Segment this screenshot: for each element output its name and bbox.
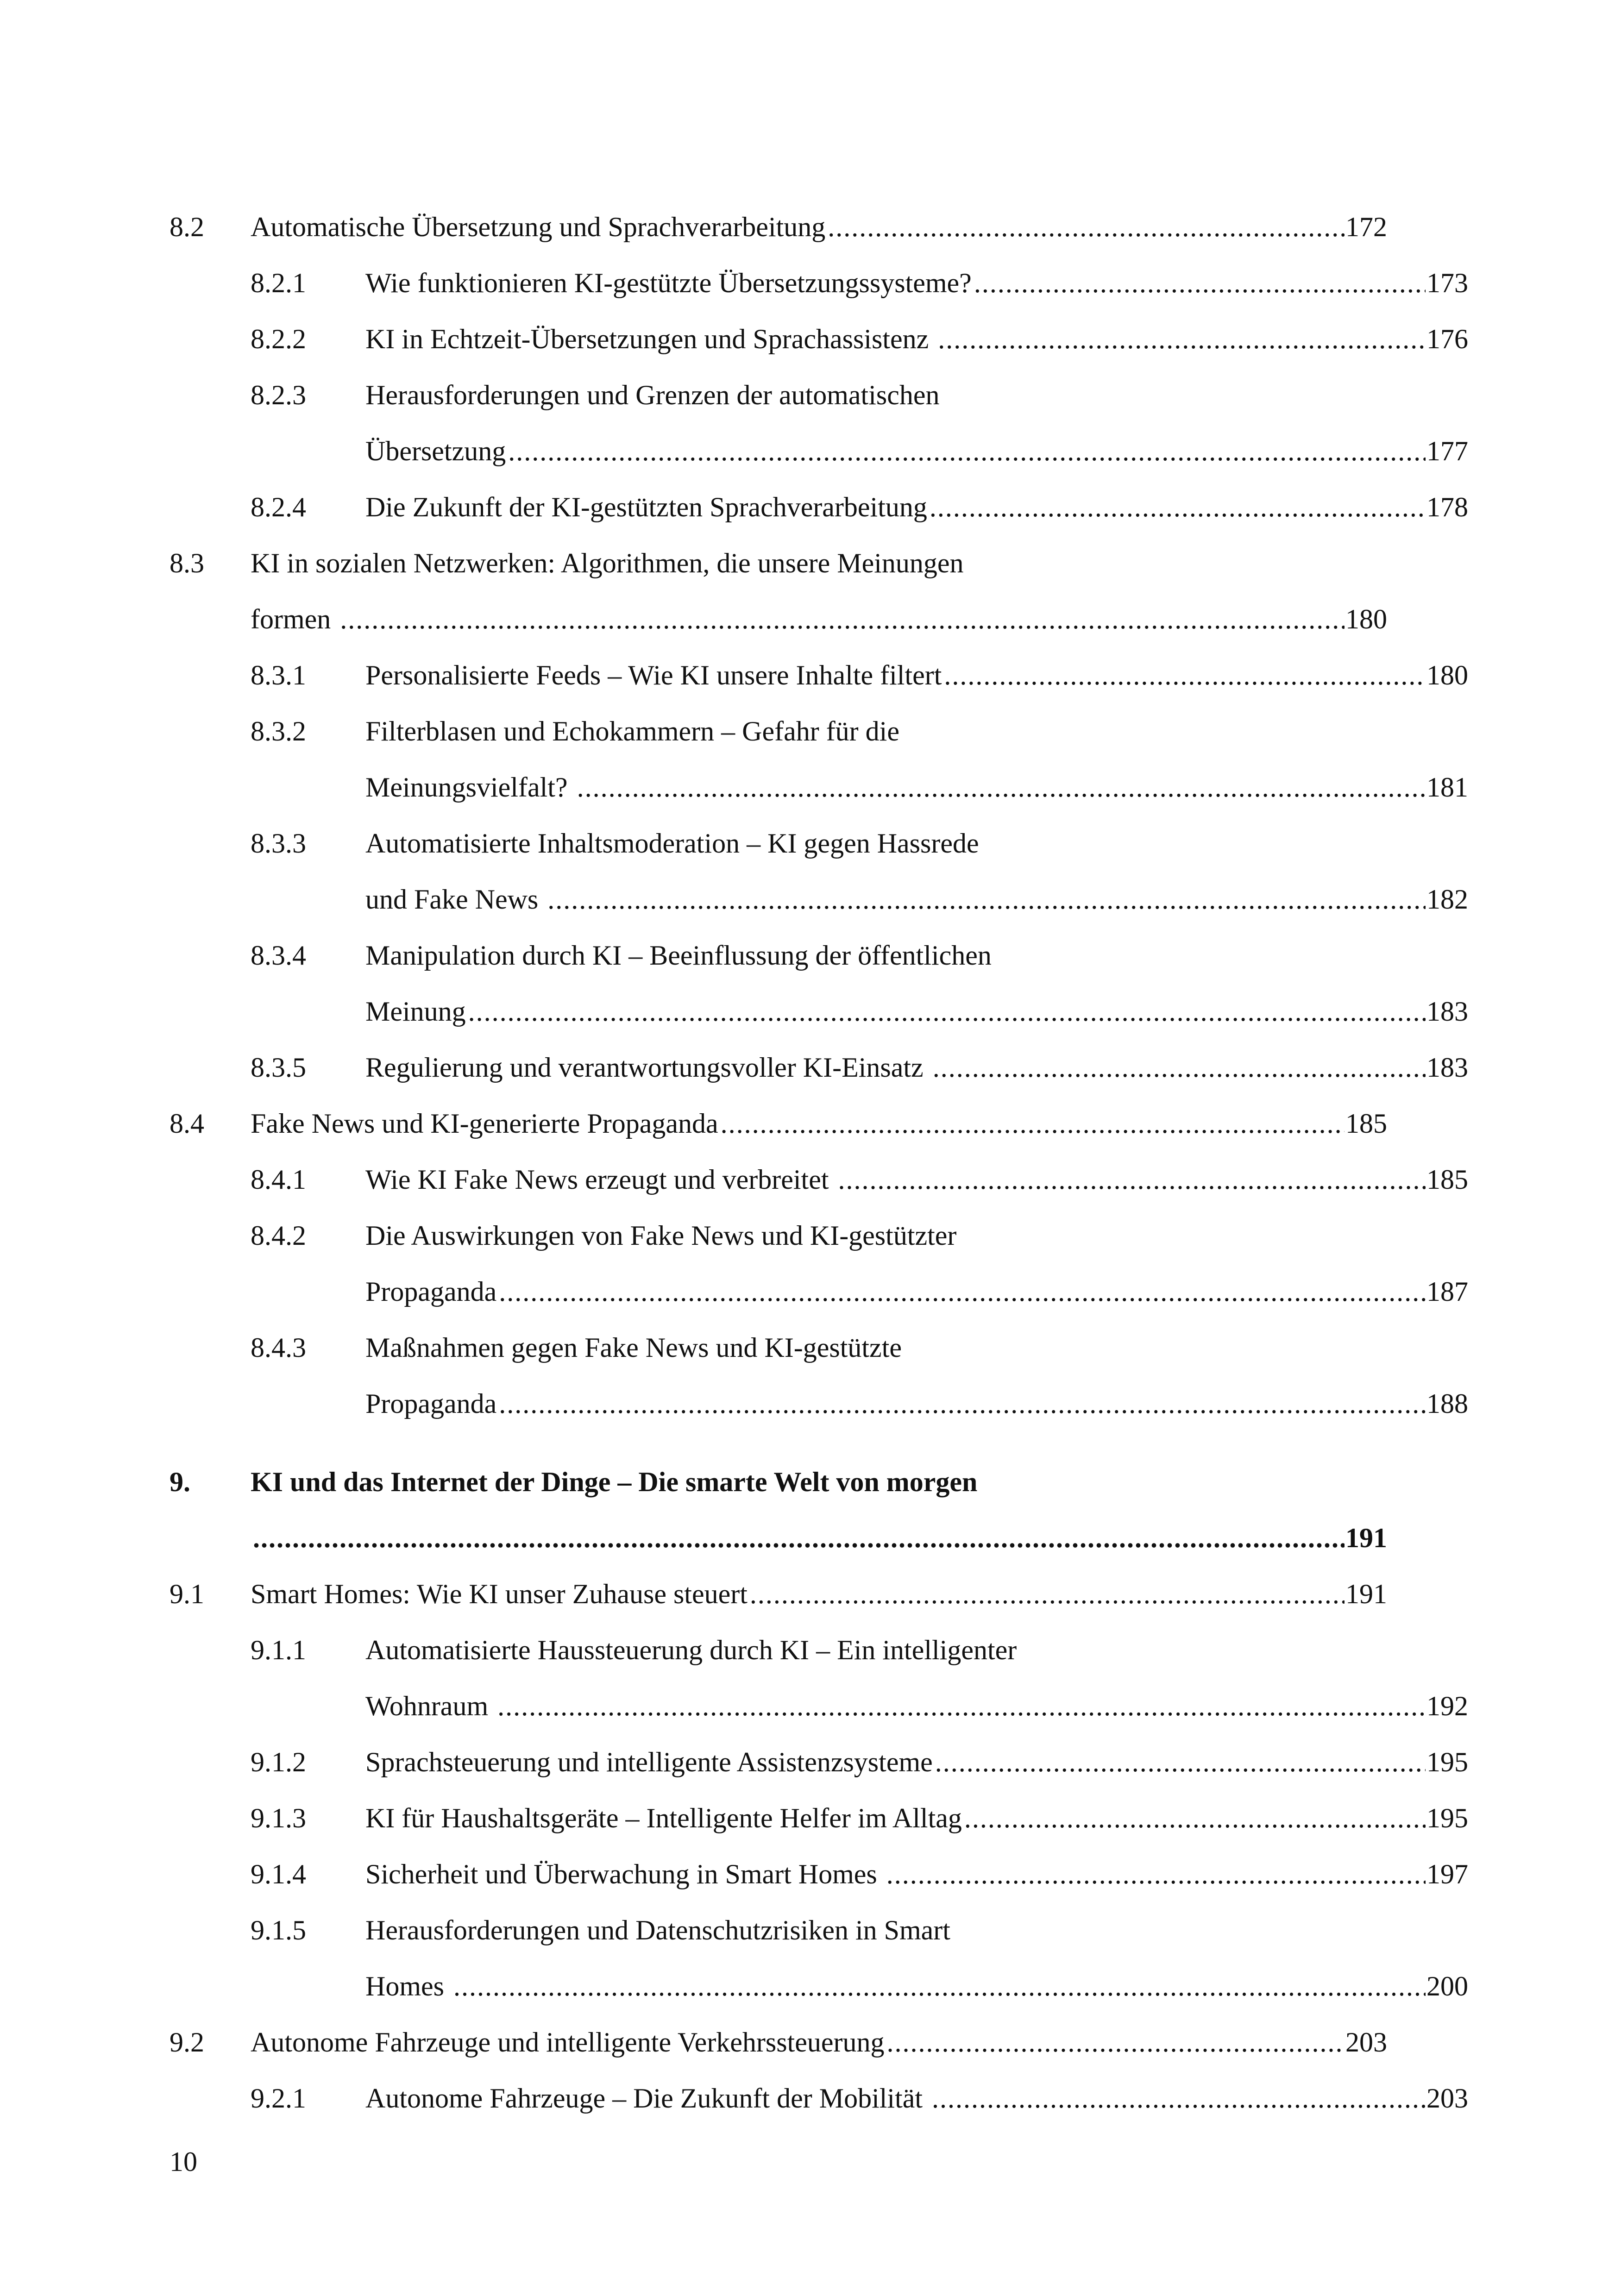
toc-row [251, 367, 1468, 423]
toc-entry-number: 8.4.3 [251, 1332, 306, 1363]
toc-row [251, 984, 1468, 1040]
dot-leader [930, 479, 1426, 535]
toc-entry-number: 9. [170, 1467, 190, 1497]
toc-row [251, 1846, 1468, 1902]
toc-entry-title: Sicherheit und Überwachung in Smart Homes [365, 1859, 884, 1889]
toc-entry-number: 8.2.1 [251, 268, 306, 298]
toc-entry-number: 8.2.3 [251, 380, 306, 410]
toc-row [170, 591, 1387, 647]
toc-entry-page: 191 [1345, 1523, 1387, 1553]
toc-entry-page: 203 [1426, 2083, 1468, 2114]
toc-row [251, 1902, 1468, 1958]
toc-entry-title: Sprachsteuerung und intelligente Assistenzsysteme [365, 1747, 933, 1777]
toc-row [251, 759, 1468, 816]
toc-entry-number: 8.2.2 [251, 324, 306, 354]
toc-entry-number: 9.1.3 [251, 1803, 306, 1833]
toc-entry-page: 183 [1426, 1052, 1468, 1083]
toc-entry-number: 9.2.1 [251, 2083, 306, 2114]
toc-entry-page: 203 [1345, 2027, 1387, 2058]
dot-leader [935, 1734, 1426, 1790]
toc-entry-title: Filterblasen und Echokammern – Gefahr für die [365, 716, 899, 747]
dot-leader [974, 255, 1426, 311]
toc-row [251, 1678, 1468, 1734]
toc-row [170, 1566, 1387, 1622]
toc-entry-title: KI für Haushaltsgeräte – Intelligente Helfer im Alltag [365, 1803, 962, 1833]
toc-entry-page: 195 [1426, 1803, 1468, 1833]
toc-chapter-entry [170, 1454, 1387, 1566]
toc-entry-title: Meinungsvielfalt? [365, 772, 575, 803]
toc-entry [170, 1902, 1468, 2014]
dot-leader [499, 1376, 1426, 1432]
dot-leader [508, 423, 1426, 479]
toc-entry-page: 182 [1426, 884, 1468, 915]
toc-entry [170, 928, 1468, 1040]
toc-entry [170, 2014, 1387, 2070]
toc-entry-title: Automatische Übersetzung und Sprachverarbeitung [251, 212, 826, 242]
toc-entry [170, 535, 1387, 647]
toc-entry-title: Automatisierte Haussteuerung durch KI – Ein intelligenter [365, 1635, 1017, 1665]
toc-entry-title: Die Zukunft der KI-gestützten Sprachverarbeitung [365, 492, 927, 522]
dot-leader [933, 1040, 1426, 1096]
toc-entry [170, 1320, 1468, 1432]
toc-entry-number: 8.4.2 [251, 1220, 306, 1251]
toc-entry [170, 1846, 1468, 1902]
toc-entry [170, 703, 1468, 816]
toc-entry-title: Propaganda [365, 1388, 497, 1419]
toc-entry-number: 9.2 [170, 2027, 204, 2058]
dot-leader [938, 311, 1426, 367]
toc-entry-title: Wohnraum [365, 1691, 496, 1721]
toc-entry [170, 1622, 1468, 1734]
toc-entry-title: Smart Homes: Wie KI unser Zuhause steuert [251, 1579, 748, 1609]
dot-leader [838, 1152, 1426, 1208]
toc-row [251, 872, 1468, 928]
toc-row [251, 1208, 1468, 1264]
toc-entry [170, 1152, 1468, 1208]
toc-entry-page: 191 [1345, 1579, 1387, 1609]
toc-entry-title: Herausforderungen und Datenschutzrisiken in Smart [365, 1915, 950, 1945]
toc-entry-page: 173 [1426, 268, 1468, 298]
toc-entry-page: 180 [1426, 660, 1468, 690]
page-footer [170, 2134, 197, 2190]
dot-leader [828, 199, 1345, 255]
toc-row [170, 2014, 1387, 2070]
toc-entry [170, 311, 1468, 367]
toc-row [170, 1510, 1387, 1566]
dot-leader [887, 2014, 1345, 2070]
toc-entry-number: 9.1.2 [251, 1747, 306, 1777]
toc-entry-page: 185 [1345, 1108, 1387, 1139]
toc-entry [170, 647, 1468, 703]
toc-entry-number: 8.3.1 [251, 660, 306, 690]
toc-row [251, 1264, 1468, 1320]
toc-entry-title: Regulierung und verantwortungsvoller KI-Einsatz [365, 1052, 930, 1083]
toc-entry-number: 8.3.5 [251, 1052, 306, 1083]
toc-entry-title: Wie KI Fake News erzeugt und verbreitet [365, 1164, 836, 1195]
toc-entry-title: Propaganda [365, 1276, 497, 1307]
dot-leader [468, 984, 1426, 1040]
toc-entry-number: 8.2.4 [251, 492, 306, 522]
table-of-contents [170, 199, 1468, 2127]
toc-entry-page: 183 [1426, 996, 1468, 1027]
toc-entry-number: 9.1.5 [251, 1915, 306, 1945]
toc-entry-number: 9.1.1 [251, 1635, 306, 1665]
toc-entry-page: 195 [1426, 1747, 1468, 1777]
toc-entry-title: und Fake News [365, 884, 546, 915]
dot-leader [886, 1846, 1426, 1902]
toc-entry-number: 8.3.2 [251, 716, 306, 747]
dot-leader [577, 759, 1426, 816]
toc-row [251, 816, 1468, 872]
toc-row [251, 1152, 1468, 1208]
toc-entry-title: Fake News und KI-generierte Propaganda [251, 1108, 718, 1139]
toc-row [170, 1096, 1387, 1152]
dot-leader [340, 591, 1345, 647]
toc-entry-number: 8.3.4 [251, 940, 306, 971]
toc-entry-number: 8.3 [170, 548, 204, 578]
toc-entry-title: Autonome Fahrzeuge und intelligente Verkehrssteuerung [251, 2027, 885, 2058]
toc-row [251, 928, 1468, 984]
toc-row [251, 1958, 1468, 2014]
dot-leader [721, 1096, 1345, 1152]
toc-entry [170, 479, 1468, 535]
toc-entry-page: 197 [1426, 1859, 1468, 1889]
toc-entry-title: Maßnahmen gegen Fake News und KI-gestützte [365, 1332, 902, 1363]
toc-entry-number: 9.1.4 [251, 1859, 306, 1889]
toc-entry-title: Meinung [365, 996, 466, 1027]
toc-row [251, 423, 1468, 479]
toc-entry-page: 192 [1426, 1691, 1468, 1721]
toc-row [251, 1320, 1468, 1376]
toc-row [251, 479, 1468, 535]
toc-entry-page: 178 [1426, 492, 1468, 522]
toc-entry [170, 1566, 1387, 1622]
toc-entry-number: 8.3.3 [251, 828, 306, 859]
toc-entry-number: 8.2 [170, 212, 204, 242]
toc-row [251, 1376, 1468, 1432]
toc-entry-title: Autonome Fahrzeuge – Die Zukunft der Mobilität [365, 2083, 930, 2114]
toc-entry-title: Automatisierte Inhaltsmoderation – KI gegen Hassrede [365, 828, 979, 859]
toc-entry-number: 8.4.1 [251, 1164, 306, 1195]
toc-entry [170, 1096, 1387, 1152]
toc-row [251, 2070, 1468, 2127]
toc-entry-page: 177 [1426, 436, 1468, 466]
toc-entry-title: Wie funktionieren KI-gestützte Übersetzungssysteme? [365, 268, 972, 298]
toc-row [251, 255, 1468, 311]
toc-entry-page: 180 [1345, 604, 1387, 634]
toc-entry [170, 1040, 1468, 1096]
toc-entry-title: Personalisierte Feeds – Wie KI unsere Inhalte filtert [365, 660, 942, 690]
toc-entry-page: 185 [1426, 1164, 1468, 1195]
dot-leader [932, 2070, 1426, 2127]
toc-row [170, 1454, 1387, 1510]
toc-entry-title: Herausforderungen und Grenzen der automatischen [365, 380, 940, 410]
toc-row [251, 1734, 1468, 1790]
toc-entry-title: KI in Echtzeit-Übersetzungen und Sprachassistenz [365, 324, 936, 354]
toc-entry [170, 1208, 1468, 1320]
toc-entry-title: Die Auswirkungen von Fake News und KI-gestützter [365, 1220, 957, 1251]
toc-entry-title: KI in sozialen Netzwerken: Algorithmen, die unsere Meinungen [251, 548, 964, 578]
dot-leader [547, 872, 1426, 928]
dot-leader [497, 1678, 1426, 1734]
dot-leader [944, 647, 1426, 703]
toc-entry-page: 188 [1426, 1388, 1468, 1419]
toc-row [251, 647, 1468, 703]
toc-entry-title: Manipulation durch KI – Beeinflussung der öffentlichen [365, 940, 992, 971]
toc-entry-title: KI und das Internet der Dinge – Die smarte Welt von morgen [251, 1467, 978, 1497]
toc-row [251, 311, 1468, 367]
toc-row [170, 535, 1387, 591]
dot-leader [964, 1790, 1426, 1846]
toc-row [251, 1040, 1468, 1096]
toc-entry-number: 9.1 [170, 1579, 204, 1609]
toc-entry [170, 367, 1468, 479]
toc-entry-title: Homes [365, 1971, 451, 2001]
toc-entry [170, 1790, 1468, 1846]
toc-entry [170, 816, 1468, 928]
toc-row [251, 1790, 1468, 1846]
toc-row [170, 199, 1387, 255]
toc-entry-page: 181 [1426, 772, 1468, 803]
toc-entry [170, 199, 1387, 255]
dot-leader [253, 1510, 1345, 1566]
toc-entry-title: Übersetzung [365, 436, 506, 466]
toc-entry-title: formen [251, 604, 338, 634]
toc-entry-number: 8.4 [170, 1108, 204, 1139]
page-number: 10 [170, 2146, 197, 2177]
toc-row [251, 1622, 1468, 1678]
toc-entry [170, 255, 1468, 311]
toc-entry-page: 200 [1426, 1971, 1468, 2001]
toc-entry-page: 172 [1345, 212, 1387, 242]
dot-leader [453, 1958, 1426, 2014]
toc-row [251, 703, 1468, 759]
toc-entry [170, 1734, 1468, 1790]
dot-leader [750, 1566, 1345, 1622]
toc-entry [170, 2070, 1468, 2127]
dot-leader [499, 1264, 1426, 1320]
toc-entry-page: 176 [1426, 324, 1468, 354]
toc-entry-page: 187 [1426, 1276, 1468, 1307]
